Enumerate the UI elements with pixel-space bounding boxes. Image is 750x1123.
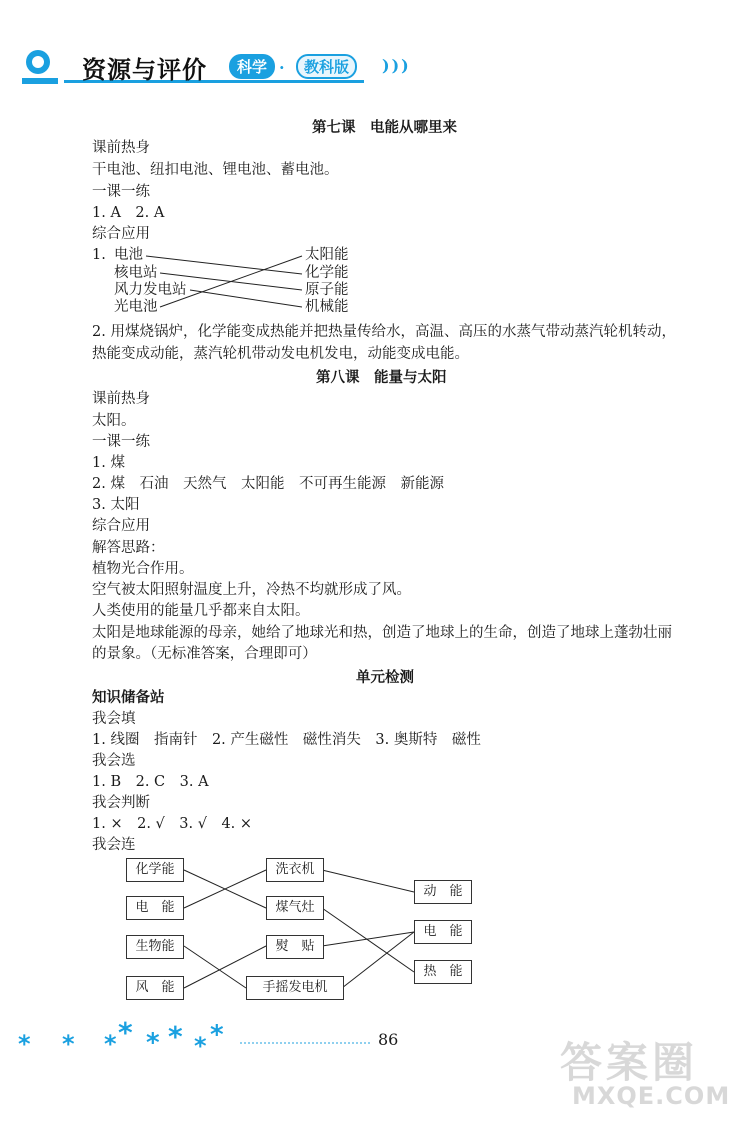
col3-kinetic: 动 能 — [414, 880, 472, 904]
watermark-logo: 答案圈 — [560, 1038, 699, 1087]
page-number: 86 — [378, 1030, 399, 1049]
choose-answer: 1. B 2. C 3. A — [92, 774, 209, 790]
star-icon: * — [104, 1030, 117, 1058]
lesson8-p1: 1. 煤 — [92, 455, 125, 471]
star-icon: * — [194, 1032, 207, 1060]
left-item-solar-cell: 光电池 — [114, 299, 158, 315]
right-item-solar: 太阳能 — [305, 247, 349, 263]
left-item-nuclear: 核电站 — [114, 265, 158, 281]
footer-dotted-line — [240, 1042, 370, 1044]
star-icon: * — [168, 1020, 183, 1053]
lesson8-t4a: 太阳是地球能源的母亲，她给了地球光和热，创造了地球上的生命，创造了地球上蓬勃壮丽 — [92, 625, 672, 641]
choose-label: 我会选 — [92, 753, 136, 769]
left-item-battery: 电池 — [114, 247, 143, 263]
lesson8-practice-label: 一课一练 — [92, 434, 150, 450]
col1-electric: 电 能 — [126, 896, 184, 920]
unit-section: 知识储备站 — [92, 690, 165, 706]
lesson8-think-label: 解答思路： — [92, 540, 165, 556]
matching-number: 1. — [92, 247, 106, 263]
unit-title: 单元检测 — [356, 670, 414, 686]
judge-label: 我会判断 — [92, 795, 150, 811]
book-title: 资源与评价 — [82, 56, 207, 84]
lesson8-p2: 2. 煤 石油 天然气 太阳能 不可再生能源 新能源 — [92, 476, 444, 492]
left-item-wind: 风力发电站 — [114, 282, 187, 298]
fill-answer: 1. 线圈 指南针 2. 产生磁性 磁性消失 3. 奥斯特 磁性 — [92, 732, 481, 748]
lesson8-warmup-label: 课前热身 — [92, 391, 150, 407]
col2-hand-generator: 手摇发电机 — [246, 976, 344, 1000]
lesson7-title: 第七课 电能从哪里来 — [312, 120, 457, 136]
star-icon: * — [118, 1016, 133, 1049]
watermark-url: MXQE.COM — [572, 1082, 731, 1110]
subject-badge: 科学 — [229, 54, 275, 79]
lesson7-warmup-answer: 干电池、纽扣电池、锂电池、蓄电池。 — [92, 162, 339, 178]
star-icon: * — [62, 1030, 75, 1058]
edition-badge: 教科版 — [296, 54, 357, 79]
lesson7-answer2-line1: 2. 用煤烧锅炉，化学能变成热能并把热量传给水，高温、高压的水蒸气带动蒸汽轮机转动， — [92, 324, 676, 340]
col3-electric: 电 能 — [414, 920, 472, 944]
col1-bio: 生物能 — [126, 935, 184, 959]
lesson8-warmup-answer: 太阳。 — [92, 413, 136, 429]
lesson8-t2: 空气被太阳照射温度上升，冷热不均就形成了风。 — [92, 582, 411, 598]
star-icon: * — [146, 1028, 160, 1058]
header-dot: · — [279, 58, 285, 77]
lesson8-apply-label: 综合应用 — [92, 518, 150, 534]
header-arrows: ))) — [382, 56, 411, 75]
lesson8-t1: 植物光合作用。 — [92, 561, 194, 577]
col1-wind: 风 能 — [126, 976, 184, 1000]
lesson8-title: 第八课 能量与太阳 — [316, 370, 447, 386]
lesson7-warmup-label: 课前热身 — [92, 140, 150, 156]
lesson8-t4b: 的景象。（无标准答案，合理即可） — [92, 646, 317, 662]
col2-gas-stove: 煤气灶 — [266, 896, 324, 920]
fill-label: 我会填 — [92, 711, 136, 727]
lesson7-apply-label: 综合应用 — [92, 226, 150, 242]
connect-label: 我会连 — [92, 837, 136, 853]
judge-answer: 1. × 2. √ 3. √ 4. × — [92, 816, 253, 832]
lesson8-t3: 人类使用的能量几乎都来自太阳。 — [92, 603, 310, 619]
lesson7-practice-answer: 1. A 2. A — [92, 205, 165, 221]
col1-chemical: 化学能 — [126, 858, 184, 882]
star-icon: * — [210, 1020, 224, 1050]
lesson8-p3: 3. 太阳 — [92, 497, 140, 513]
col2-iron: 熨 贴 — [266, 935, 324, 959]
right-item-chemical: 化学能 — [305, 265, 349, 281]
star-icon: * — [18, 1030, 31, 1058]
col2-washer: 洗衣机 — [266, 858, 324, 882]
lesson7-answer2-line2: 热能变成动能，蒸汽轮机带动发电机发电，动能变成电能。 — [92, 346, 469, 362]
lesson7-practice-label: 一课一练 — [92, 184, 150, 200]
right-item-atomic: 原子能 — [305, 282, 349, 298]
right-item-mechanical: 机械能 — [305, 299, 349, 315]
col3-heat: 热 能 — [414, 960, 472, 984]
